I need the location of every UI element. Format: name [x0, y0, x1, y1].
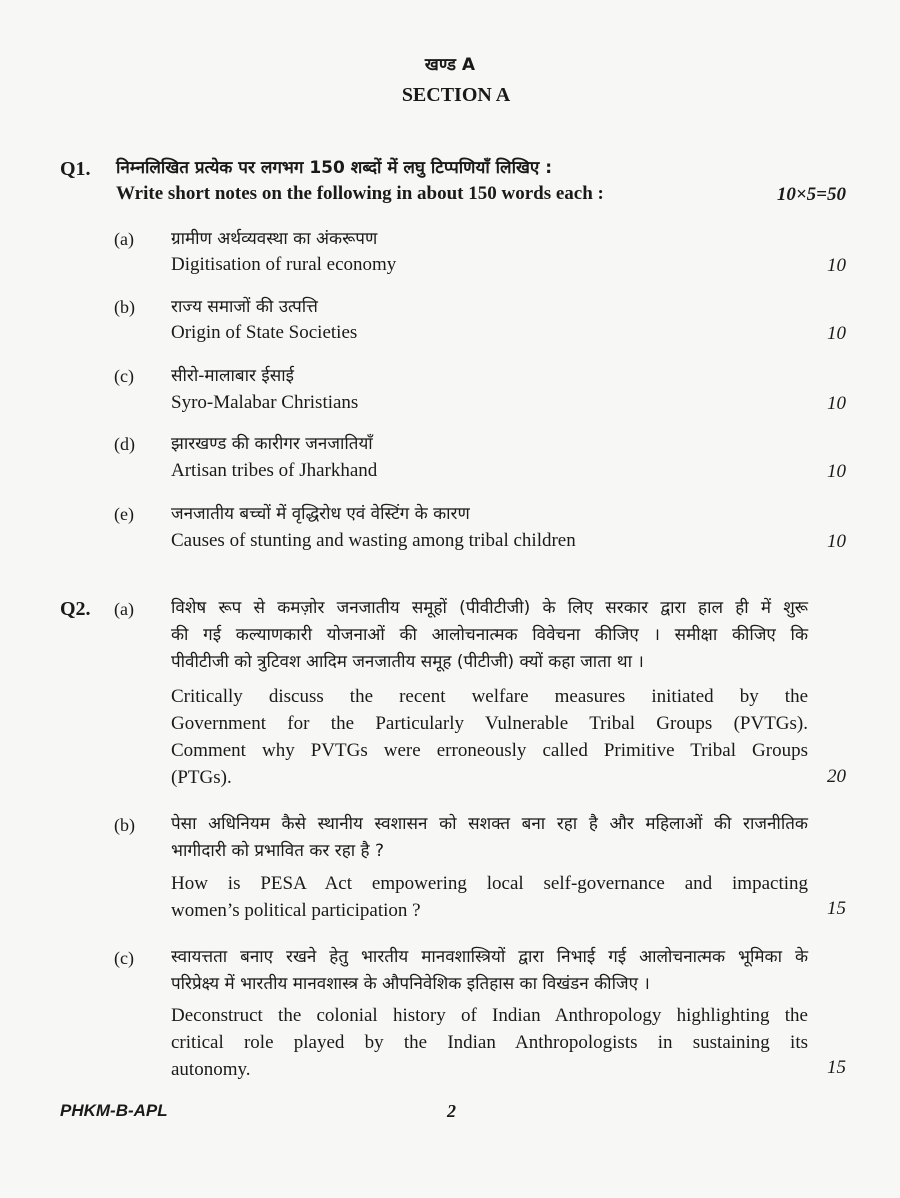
item-text-hindi: राज्य समाजों की उत्पत्ति	[171, 297, 318, 317]
item-marks: 10	[827, 323, 846, 344]
section-heading-english: SECTION A	[401, 84, 511, 106]
part-marks: 20	[827, 766, 846, 787]
question-instruction-hindi: निम्नलिखित प्रत्येक पर लगभग 150 शब्दों में लघु टिप्पणियाँ लिखिए :	[116, 158, 552, 178]
item-text-hindi: सीरो-मालाबार ईसाई	[171, 366, 294, 386]
part-text-hindi: स्वायत्तता बनाए रखने हेतु भारतीय मानवशास्त्रियों द्वारा निभाई गई आलोचनात्मक भूमिका के परिप्रेक्ष्य में भारतीय मानवशास्त्र के औपनिवेशिक इतिहास का विखंडन कीजिए ।	[171, 947, 808, 994]
part-text-hindi: पेसा अधिनियम कैसे स्थानीय स्वशासन को सशक्त बना रहा है और महिलाओं की राजनीतिक भागीदारी को प्रभावित कर रहा है ?	[171, 814, 808, 861]
part-text-english: How is PESA Act empowering local self-governance and impacting women’s political participation ?	[171, 873, 808, 921]
item-label: (c)	[114, 366, 134, 386]
part-text-english: Deconstruct the colonial history of Indian Anthropology highlighting the critical role played by the Indian Anthropologists in sustaining its autonomy.	[171, 1005, 808, 1080]
item-label: (a)	[114, 229, 134, 249]
item-text-english: Artisan tribes of Jharkhand	[171, 460, 378, 481]
item-text-english: Causes of stunting and wasting among tribal children	[171, 530, 576, 551]
question-instruction-english: Write short notes on the following in about 150 words each :	[116, 183, 604, 204]
item-text-hindi: झारखण्ड की कारीगर जनजातियाँ	[171, 434, 373, 454]
question-number: Q1.	[60, 158, 91, 180]
item-text-english: Origin of State Societies	[171, 322, 358, 343]
part-marks: 15	[827, 898, 846, 919]
item-text-hindi: ग्रामीण अर्थव्यवस्था का अंकरूपण	[171, 229, 378, 249]
item-label: (d)	[114, 434, 135, 454]
item-marks: 10	[827, 461, 846, 482]
part-label: (c)	[114, 948, 134, 968]
item-marks: 10	[827, 255, 846, 276]
part-text-english: Critically discuss the recent welfare measures initiated by the Government for the Particularly Vulnerable Tribal Groups (PVTGs). Comment why PVTGs were erroneously called Primitive Tribal Groups (PTGs).	[171, 686, 808, 788]
part-label: (a)	[114, 599, 134, 619]
part-marks: 15	[827, 1057, 846, 1078]
part-label: (b)	[114, 815, 135, 835]
part-text-hindi: विशेष रूप से कमज़ोर जनजातीय समूहों (पीवीटीजी) के लिए सरकार द्वारा हाल ही में शुरू की गई कल्याणकारी योजनाओं की आलोचनात्मक विवेचना कीजिए । समीक्षा कीजिए कि पीवीटीजी को त्रुटिवश आदिम जनजातीय समूह (पीटीजी) क्यों कहा जाता था ।	[171, 598, 808, 672]
question-number: Q2.	[60, 598, 91, 620]
question-marks: 10×5=50	[776, 184, 846, 205]
item-label: (b)	[114, 297, 135, 317]
item-text-hindi: जनजातीय बच्चों में वृद्धिरोध एवं वेस्टिंग के कारण	[171, 504, 470, 524]
item-marks: 10	[827, 531, 846, 552]
page-number: 2	[447, 1101, 456, 1121]
item-marks: 10	[827, 393, 846, 414]
item-text-english: Digitisation of rural economy	[171, 254, 397, 275]
item-label: (e)	[114, 504, 134, 524]
item-text-english: Syro-Malabar Christians	[171, 392, 359, 413]
paper-code: PHKM-B-APL	[60, 1101, 168, 1120]
section-heading-hindi: खण्ड A	[424, 55, 476, 75]
